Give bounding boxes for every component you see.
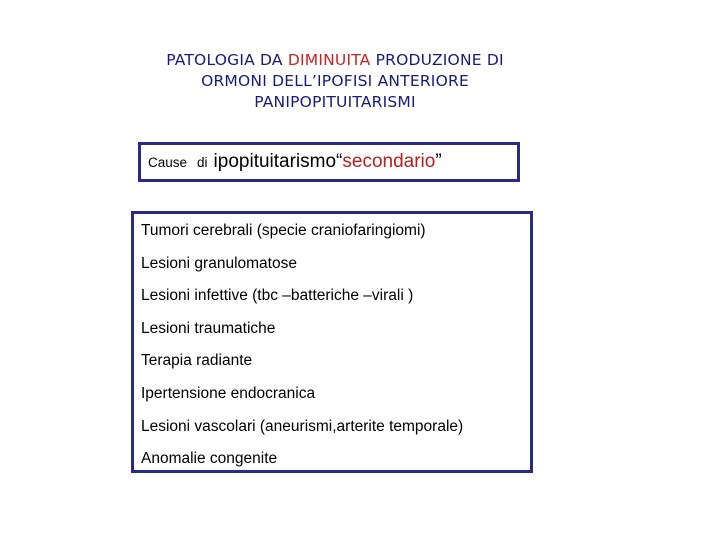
title-line-3: PANIPOPITUITARISMI — [254, 93, 416, 111]
title-line-1-start: PATOLOGIA DA — [166, 51, 288, 69]
causes-list — [134, 214, 530, 481]
list-item: Lesioni vascolari (aneurismi,arterite temporale) — [141, 417, 464, 435]
cause-main: ipopituitarismo — [213, 151, 337, 172]
title-line-1-end: PRODUZIONE DI — [370, 51, 504, 69]
cause-heading-box — [138, 142, 520, 182]
title-line-1 — [100, 50, 570, 71]
list-item: Tumori cerebrali (specie craniofaringiomi) — [141, 222, 426, 239]
list-item: Lesioni granulomatose — [141, 254, 297, 272]
cause-open-quote: “ — [336, 151, 343, 172]
cause-di: di — [197, 154, 208, 170]
list-item: Anomalie congenite — [141, 450, 278, 468]
causes-list-box — [131, 211, 533, 473]
list-item: Ipertensione endocranica — [141, 384, 316, 402]
slide-title — [100, 50, 570, 113]
list-item: Lesioni infettive (tbc –batteriche –virali ) — [141, 287, 414, 305]
list-item: Lesioni traumatiche — [141, 319, 276, 337]
list-item: Terapia radiante — [141, 352, 253, 370]
cause-highlight: secondario — [342, 151, 436, 172]
cause-close-quote: ” — [435, 151, 442, 172]
cause-label: Cause — [148, 154, 188, 170]
title-accent-word: DIMINUITA — [287, 51, 371, 69]
title-line-2: ORMONI DELL’IPOFISI ANTERIORE — [201, 72, 469, 90]
